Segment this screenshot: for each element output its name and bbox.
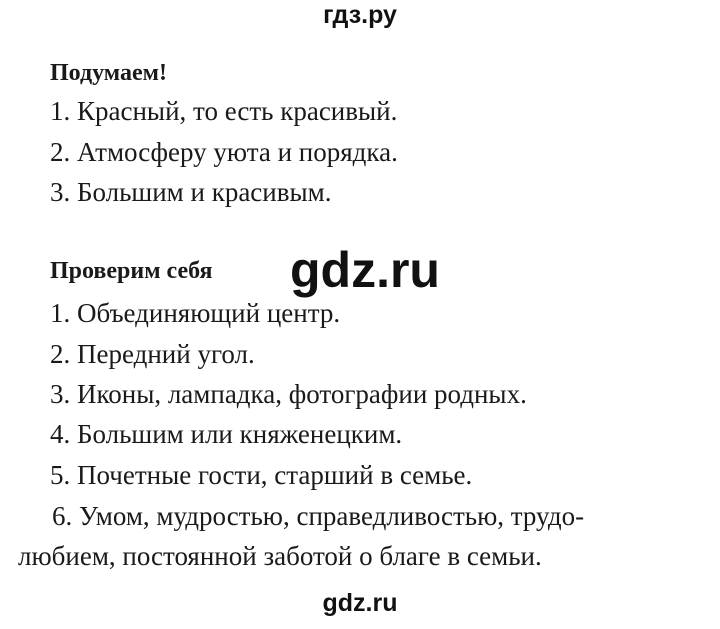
section-heading-think: Подумаем! [50,60,167,86]
answer-line: 1. Красный, то есть красивый. [50,96,398,126]
answer-line: 6. Умом, мудростью, справедливостью, трудо- [52,501,585,531]
answer-line: 2. Передний угол. [50,339,255,369]
answer-line: 4. Большим или княженецким. [50,419,403,449]
site-footer: gdz.ru [322,589,398,617]
answer-line: 3. Иконы, лампадка, фотографии родных. [50,379,527,409]
watermark-text: gdz.ru [290,242,440,298]
answer-line: 5. Почетные гости, старший в семье. [50,460,473,490]
section-heading-check: Проверим себя [50,258,213,284]
answer-line-continuation: любием, постоянной заботой о благе в семьи. [18,541,542,571]
answer-line: 3. Большим и красивым. [50,177,332,207]
answer-line: 1. Объединяющий центр. [50,298,341,328]
site-header: гдз.ру [323,1,397,29]
answer-line: 2. Атмосферу уюта и порядка. [50,137,398,167]
